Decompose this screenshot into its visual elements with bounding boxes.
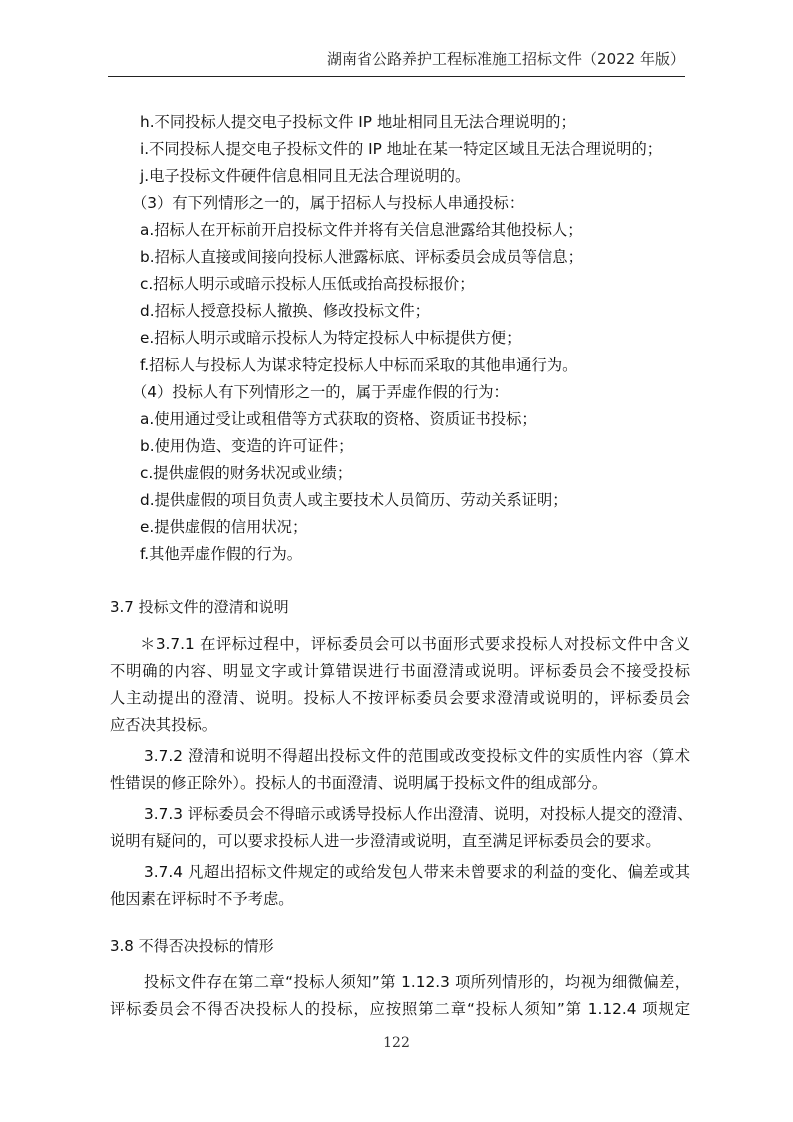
list-item: f.其他弄虚作假的行为。 <box>140 545 303 563</box>
header-rule <box>108 76 685 77</box>
clause-heading: （3）有下列情形之一的，属于招标人与投标人串通投标： <box>132 194 525 212</box>
clause-heading: （4）投标人有下列情形之一的，属于弄虚作假的行为： <box>132 383 509 401</box>
list-item: c.提供虚假的财务状况或业绩； <box>140 464 353 482</box>
paragraph-line: 不明确的内容、明显文字或计算错误进行书面澄清或说明。评标委员会不接受投标 <box>110 662 690 680</box>
paragraph-line: 他因素在评标时不予考虑。 <box>110 890 294 908</box>
list-item: i.不同投标人提交电子投标文件的 IP 地址在某一特定区域且无法合理说明的； <box>140 140 663 158</box>
paragraph-line: 评标委员会不得否决投标人的投标，应按照第二章“投标人须知”第 1.12.4 项规定 <box>110 1000 690 1018</box>
paragraph-line: 3.7.3 评标委员会不得暗示或诱导投标人作出澄清、说明，对投标人提交的澄清、 <box>144 805 693 823</box>
list-item: f.招标人与投标人为谋求特定投标人中标而采取的其他串通行为。 <box>140 356 578 374</box>
list-item: h.不同投标人提交电子投标文件 IP 地址相同且无法合理说明的； <box>140 113 576 131</box>
list-item: e.招标人明示或暗示投标人为特定投标人中标提供方便； <box>140 329 522 347</box>
list-item: a.招标人在开标前开启投标文件并将有关信息泄露给其他投标人； <box>140 221 583 239</box>
section-title: 3.8 不得否决投标的情形 <box>110 937 274 955</box>
list-item: b.招标人直接或间接向投标人泄露标底、评标委员会成员等信息； <box>140 248 583 266</box>
running-header: 湖南省公路养护工程标准施工招标文件（2022 年版） <box>327 50 685 68</box>
list-item: a.使用通过受让或租借等方式获取的资格、资质证书投标； <box>140 410 537 428</box>
paragraph-line: 性错误的修正除外）。投标人的书面澄清、说明属于投标文件的组成部分。 <box>110 774 608 792</box>
list-item: b.使用伪造、变造的许可证件； <box>140 437 354 455</box>
paragraph-line: ＊3.7.1 在评标过程中，评标委员会可以书面形式要求投标人对投标文件中含义 <box>140 635 690 653</box>
list-item: j.电子投标文件硬件信息相同且无法合理说明的。 <box>140 167 471 185</box>
list-item: d.招标人授意投标人撤换、修改投标文件； <box>140 302 430 320</box>
paragraph-line: 应否决其投标。 <box>110 716 218 734</box>
paragraph-line: 3.7.4 凡超出招标文件规定的或给发包人带来未曾要求的利益的变化、偏差或其 <box>144 863 690 881</box>
list-item: c.招标人明示或暗示投标人压低或抬高投标报价； <box>140 275 475 293</box>
paragraph-line: 说明有疑问的，可以要求投标人进一步澄清或说明，直至满足评标委员会的要求。 <box>110 832 661 850</box>
list-item: e.提供虚假的信用状况； <box>140 518 308 536</box>
paragraph-line: 人主动提出的澄清、说明。投标人不按评标委员会要求澄清或说明的，评标委员会 <box>110 689 690 707</box>
section-title: 3.7 投标文件的澄清和说明 <box>110 598 289 616</box>
list-item: d.提供虚假的项目负责人或主要技术人员简历、劳动关系证明； <box>140 491 568 509</box>
paragraph-line: 3.7.2 澄清和说明不得超出投标文件的范围或改变投标文件的实质性内容（算术 <box>144 747 690 765</box>
paragraph-line: 投标文件存在第二章“投标人须知”第 1.12.3 项所列情形的，均视为细微偏差， <box>144 973 690 991</box>
page-number: 122 <box>383 1035 410 1051</box>
